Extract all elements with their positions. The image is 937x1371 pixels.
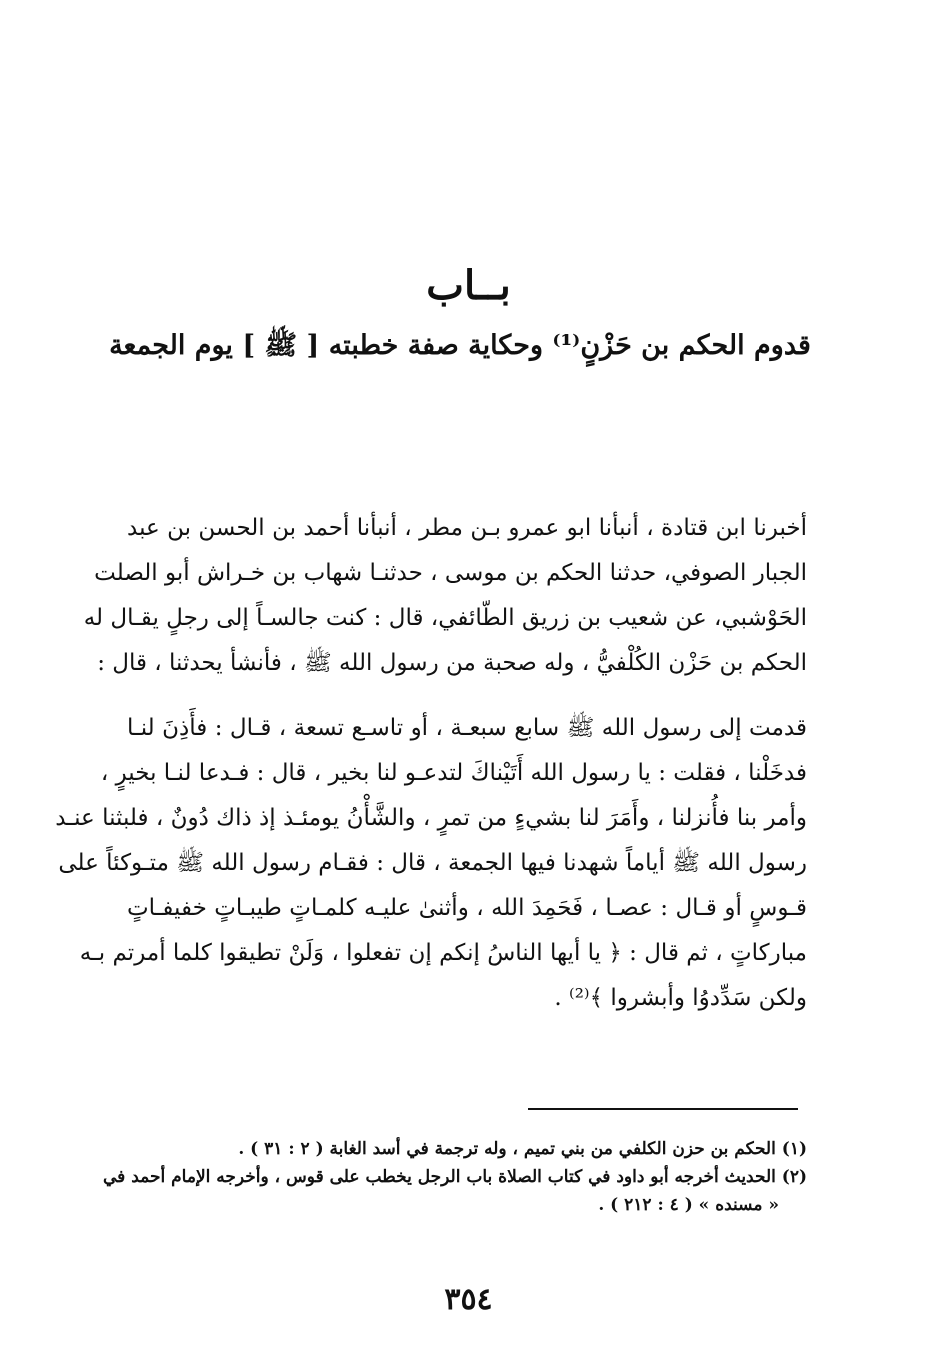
paragraph-hadith: [55, 706, 807, 1021]
text-line: فدخَلْنا ، فقلت : يا رسول الله أَتَيْناكَ لتدعـو لنا بخير ، قال : فـدعا لنـا بخيرٍ ،: [100, 760, 807, 786]
footnote-1: (١) الحكم بن حزن الكلفي من بني تميم ، وله ترجمة في أسد الغابة ( ٢ : ٣١ ) .: [238, 1139, 807, 1159]
text-line: ولكن سَدِّدوُا وأبشروا ﴾⁽²⁾ .: [554, 985, 807, 1011]
text-line: رسول الله ﷺ أياماً شهدنا فيها الجمعة ، قال : فقـام رسول الله ﷺ متـوكئاً على: [58, 850, 807, 876]
page-number: ٣٥٤: [444, 1282, 493, 1317]
footnotes: [77, 1135, 807, 1219]
text-line: مباركاتٍ ، ثم قال : ﴿ يا أيها الناسُ إنكم إن تفعلوا ، وَلَنْ تطيقوا كلما أمرتم بـه: [79, 940, 807, 966]
footnote-2: (٢) الحديث أخرجه أبو داود في كتاب الصلاة باب الرجل يخطب على قوس ، وأخرجه الإمام أحمد في: [103, 1167, 807, 1187]
text-line: وأمر بنا فأُنزلنا ، وأَمَرَ لنا بشيءٍ من تمرٍ ، والشَّأْنُ يومئـذ إذ ذاك دُونٌ ، فلبثنا عنـد: [55, 805, 807, 831]
footnote-separator: [528, 1108, 798, 1110]
text-line: الجبار الصوفي، حدثنا الحكم بن موسى ، حدثنـا شهاب بن خـراش أبو الصلت: [94, 560, 807, 586]
chapter-heading: بــاب: [426, 262, 511, 309]
paragraph-isnad: [83, 506, 807, 686]
text-line: أخبرنا ابن قتادة ، أنبأنا ابو عمرو بـن مطر ، أنبأنا أحمد بن الحسن بن عبد: [127, 515, 807, 541]
text-line: قـوسٍ أو قـال : عصـا ، فَحَمِدَ الله ، وأثنىٰ عليـه كلمـاتٍ طيبـاتٍ خفيفـاتٍ: [127, 895, 807, 921]
text-line: الحَوْشبي، عن شعيب بن زريق الطّائفي، قال : كنت جالسـاً إلى رجلٍ يقـال له: [83, 605, 807, 631]
footnote-2-continuation: « مسنده » ( ٤ : ٢١٢ ) .: [598, 1195, 779, 1215]
text-line: قدمت إلى رسول الله ﷺ سابع سبعـة ، أو تاسـع تسعة ، قـال : فأَذِنَ لنـا: [127, 715, 807, 741]
chapter-title: قدوم الحكم بن حَزْنٍ⁽¹⁾ وحكاية صفة خطبته [ ﷺ ] يوم الجمعة: [109, 330, 811, 361]
text-line: الحكم بن حَزْن الكُلْفيُّ ، وله صحبة من رسول الله ﷺ ، فأنشأ يحدثنا ، قال :: [97, 650, 807, 676]
